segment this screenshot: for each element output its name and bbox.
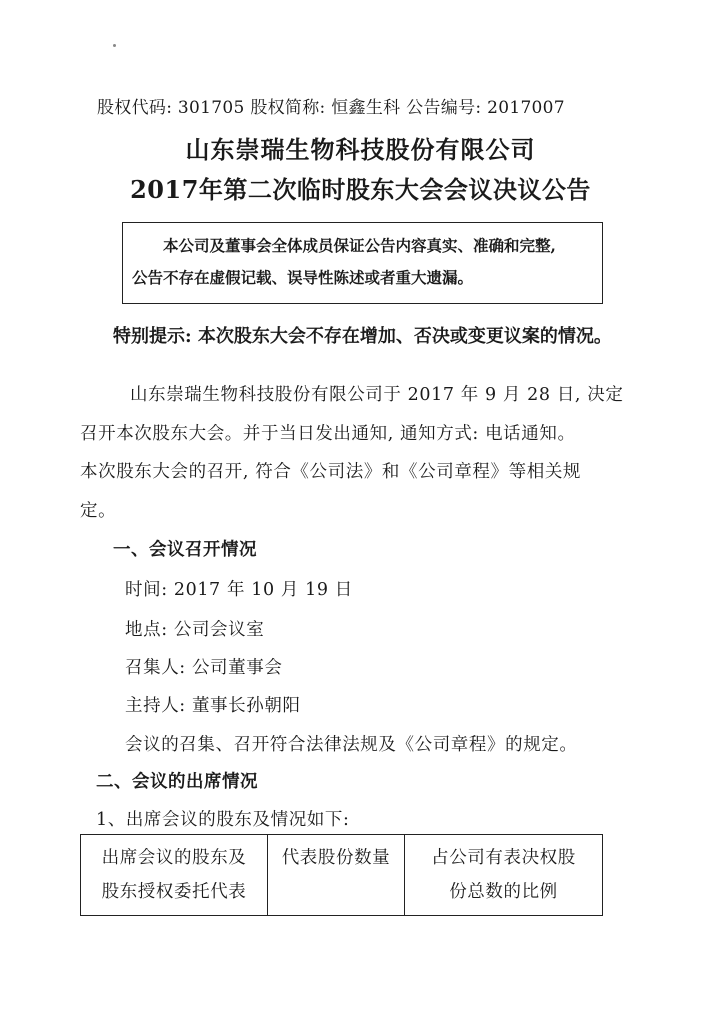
table-header-row (81, 835, 603, 916)
announcement-title: 2017年第二次临时股东大会会议决议公告 (130, 175, 591, 204)
meeting-place: 地点: 公司会议室 (125, 620, 265, 640)
meeting-convener: 召集人: 公司董事会 (125, 658, 283, 678)
intro-line-3: 本次股东大会的召开, 符合《公司法》和《公司章程》等相关规 (80, 462, 582, 482)
table-header-shareholders: 出席会议的股东及 股东授权委托代表 (81, 835, 268, 916)
company-title: 山东崇瑞生物科技股份有限公司 (185, 135, 536, 164)
disclaimer-line-2: 公告不存在虚假记载、误导性陈述或者重大遗漏。 (132, 268, 474, 287)
attendance-table (80, 834, 603, 916)
meeting-compliance: 会议的召集、召开符合法律法规及《公司章程》的规定。 (125, 735, 578, 755)
section1-heading: 一、会议召开情况 (113, 540, 257, 560)
intro-line-2: 召开本次股东大会。并于当日发出通知, 通知方式: 电话通知。 (80, 424, 576, 444)
special-note: 特别提示: 本次股东大会不存在增加、否决或变更议案的情况。 (113, 326, 612, 347)
meeting-time: 时间: 2017 年 10 月 19 日 (125, 580, 353, 600)
scan-speck (113, 44, 116, 47)
intro-line-1: 山东崇瑞生物科技股份有限公司于 2017 年 9 月 28 日, 决定 (130, 385, 624, 405)
section2-item1: 1、出席会议的股东及情况如下: (96, 810, 350, 830)
announcement-header: 股权代码: 301705 股权简称: 恒鑫生科 公告编号: 2017007 (97, 98, 565, 118)
section2-heading: 二、会议的出席情况 (96, 772, 258, 792)
disclaimer-line-1: 本公司及董事会全体成员保证公告内容真实、准确和完整, (163, 236, 556, 255)
intro-line-4: 定。 (80, 501, 117, 521)
meeting-host: 主持人: 董事长孙朝阳 (125, 696, 301, 716)
table-header-shares: 代表股份数量 (268, 835, 405, 916)
table-header-ratio: 占公司有表决权股 份总数的比例 (405, 835, 603, 916)
